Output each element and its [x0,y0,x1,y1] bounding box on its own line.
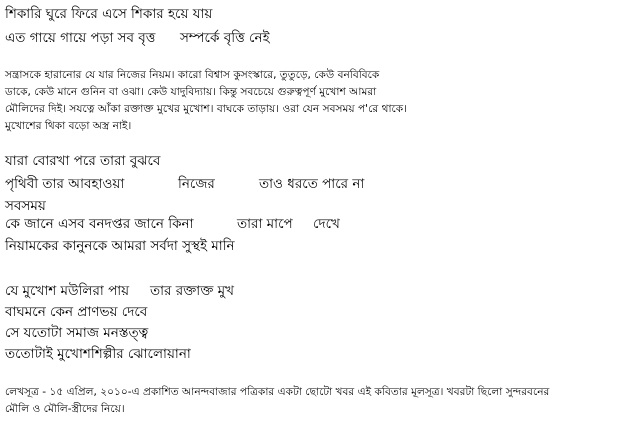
stanza2-line-1-part-a: যে মুখোশ মউলিরা পায় [5,283,130,299]
prose-line-1: সন্ত্রাসকে হারানোর যে যার নিজের নিয়ম। কারো বিশ্বাস কুসংস্কারে, তুতুড়ে, কেউ বনবিবিকে [5,69,380,81]
stanza2-line-2: বাঘমনে কেন প্রাণভয় দেবে [5,304,148,320]
stanza1-line-5: নিয়ামকের কানুনকে আমরা সর্বদা সুস্থই মানি [5,238,235,254]
opening-line-1: শিকারি ঘুরে ফিরে এসে শিকার হয়ে যায় [5,6,213,22]
stanza2-line-3: সে যতোটা সমাজ মনস্তত্ত্ব [5,325,149,341]
opening-line-2-part-a: এত গায়ে গায়ে পড়া সব বৃত্ত [5,30,156,46]
stanza1-line-4-part-a: কে জানে এসব বনদপ্তর জানে কিনা [5,216,194,232]
stanza1-line-2-part-c: তাও ধরতে পারে না [259,176,365,192]
opening-line-2-part-b: সম্পর্কে বৃত্তি নেই [180,30,270,46]
stanza1-line-2 [5,178,405,194]
footnote-line-2: মৌলি ও মৌলি-স্ত্রীদের নিয়ে। [5,403,125,415]
stanza1-line-2-part-a: পৃথিবী তার আবহাওয়া [5,176,125,192]
stanza2-line-4: ততোটাই মুখোশশিল্পীর ঝোলোয়ানা [5,346,191,362]
prose-line-4: মুখোশের থিকা বড়ো অস্ত্র নাই। [5,120,132,132]
stanza1-line-2-part-b: নিজের [178,176,215,192]
prose-line-3: মৌলিদের দিই। সযত্নে আঁকা রক্তাক্ত মুখের মুখোশ। বাঘকে তাড়ায়। ওরা যেন সবসময় প'রে থাকে। [5,103,407,115]
stanza1-line-4 [5,218,405,234]
stanza2-line-1 [5,285,405,301]
stanza1-line-1: যারা বোরখা পরে তারা বুঝবে [5,153,161,169]
stanza1-line-4-part-c: দেখে [313,216,340,232]
prose-line-2: ডাকে, কেউ মানে গুনিন বা ওঝা। কেউ যাদুবিদ্যায়। কিন্তু সবচেয়ে গুরুত্বপূর্ণ মুখোশ আমরা [5,86,377,98]
footnote-line-1: লেখসূত্র - ১৫ এপ্রিল, ২০১০-এ প্রকাশিত আনন্দবাজার পত্রিকার একটা ছোটো খবর এই কবিতার মূলসূত্র। খবরটা ছিলো সুন্দরবনের [5,386,550,398]
stanza1-line-4-part-b: তারা মাপে [237,216,293,232]
stanza1-line-3: সবসময় [5,198,46,214]
stanza2-line-1-part-b: তার রক্তাক্ত মুখ [150,283,234,299]
